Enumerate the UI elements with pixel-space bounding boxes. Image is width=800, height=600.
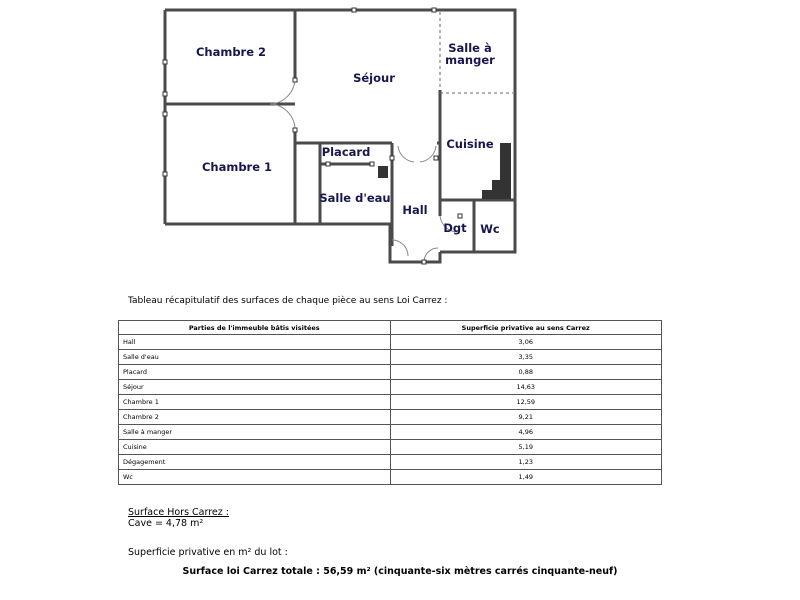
label-dgt: Dgt [443,221,467,235]
table-intro: Tableau récapitulatif des surfaces de chaque pièce au sens Loi Carrez : [128,296,448,306]
total-surface: Surface loi Carrez totale : 56,59 m² (cinquante-six mètres carrés cinquante-neuf) [182,566,618,577]
kitchen-counter [378,143,511,199]
table-row [119,350,662,365]
row-room: Salle d'eau [119,350,391,365]
row-area: 3,06 [390,335,662,350]
row-room: Salle à manger [119,425,391,440]
row-room: Placard [119,365,391,380]
row-area: 4,96 [390,425,662,440]
hors-carrez-section [128,507,229,529]
row-room: Dégagement [119,455,391,470]
header-room: Parties de l'immeuble bâtis visitées [119,321,391,335]
row-area: 14,63 [390,380,662,395]
row-area: 1,23 [390,455,662,470]
row-area: 3,35 [390,350,662,365]
table-header-row [119,321,662,335]
label-salle-a-manger-line2: manger [445,53,495,67]
table-row [119,365,662,380]
row-area: 1,49 [390,470,662,485]
table-row [119,455,662,470]
door-swings [270,78,458,262]
label-sejour: Séjour [353,71,395,85]
row-room: Chambre 2 [119,410,391,425]
table-row [119,380,662,395]
row-room: Chambre 1 [119,395,391,410]
table-row [119,425,662,440]
header-area: Superficie privative au sens Carrez [390,321,662,335]
label-chambre-2: Chambre 2 [195,45,267,59]
row-room: Wc [119,470,391,485]
label-chambre-1: Chambre 1 [201,160,273,174]
table-row [119,470,662,485]
cave-surface: Cave = 4,78 m² [128,518,204,529]
row-area: 12,59 [390,395,662,410]
label-salle-a-manger-line1: Salle à [448,41,492,55]
row-area: 5,19 [390,440,662,455]
label-hall: Hall [402,203,428,217]
label-placard: Placard [321,145,371,159]
row-room: Hall [119,335,391,350]
label-cuisine: Cuisine [446,137,494,151]
row-area: 0,88 [390,365,662,380]
lot-label: Superficie privative en m² du lot : [128,547,288,558]
table-row [119,395,662,410]
room-labels [196,41,500,236]
table-row [119,410,662,425]
table-row [119,335,662,350]
row-area: 9,21 [390,410,662,425]
hors-carrez-title: Surface Hors Carrez : [128,507,229,518]
table-row [119,440,662,455]
row-room: Cuisine [119,440,391,455]
label-salle-deau: Salle d'eau [319,191,391,205]
floor-plan [0,0,800,290]
label-wc: Wc [480,222,500,236]
row-room: Séjour [119,380,391,395]
carrez-table [118,320,662,485]
